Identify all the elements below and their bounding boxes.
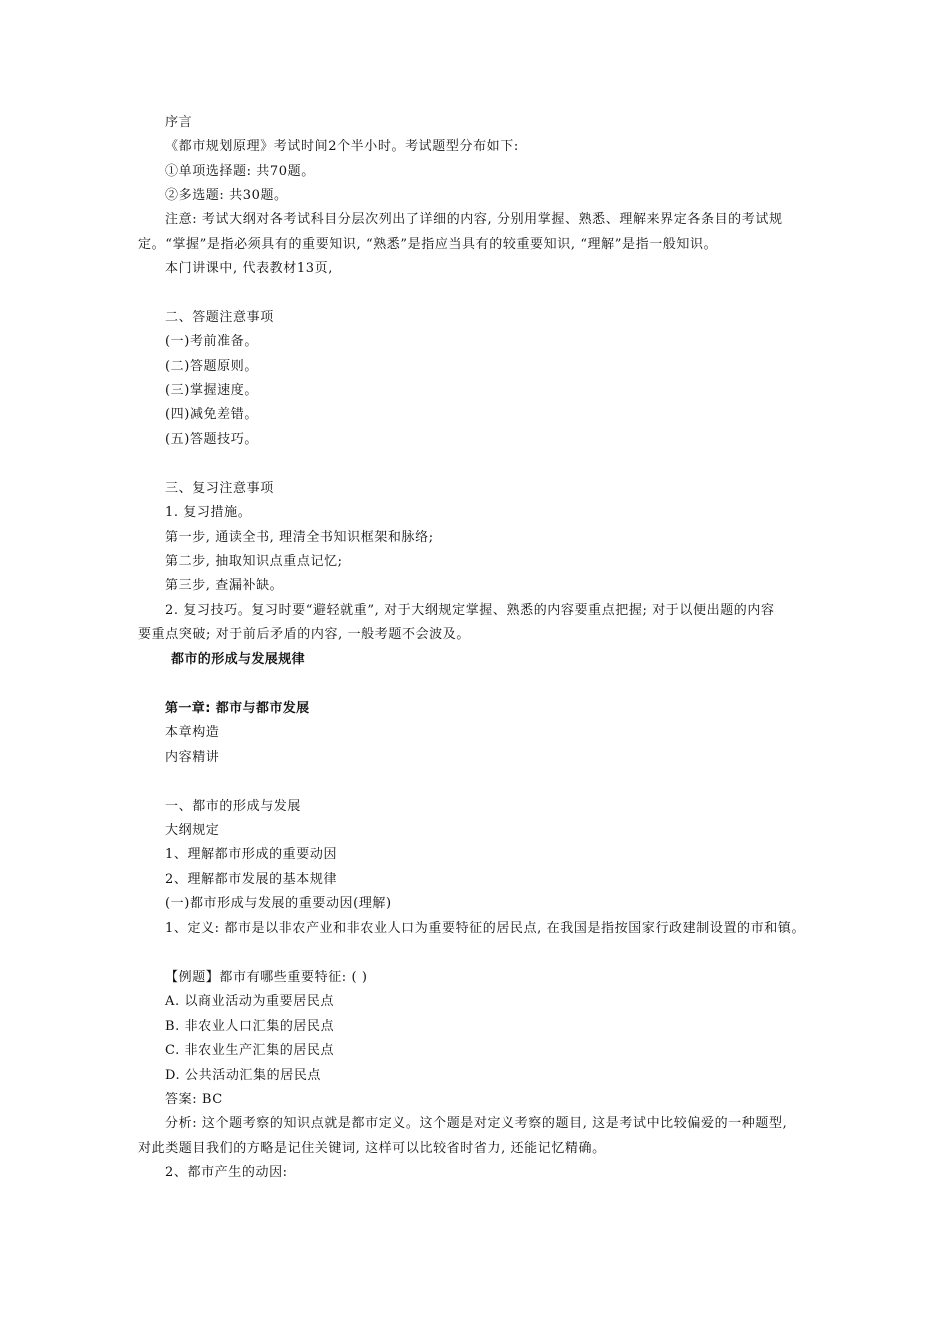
answer-option: B. 非农业人口汇集的居民点 (165, 1019, 335, 1034)
definition: 1、定义: 都市是以非农产业和非农业人口为重要特征的居民点, 在我国是指按国家行政建制设置的市和镇。 (165, 921, 806, 936)
list-item: 1. 复习措施。 (165, 505, 252, 520)
list-item: 2、理解都市发展的基本规律 (165, 872, 338, 887)
preface-line: ①单项选择题: 共70题。 (165, 164, 315, 179)
chapter-structure: 本章构造 (165, 725, 220, 740)
list-item: 1、理解都市形成的重要动因 (165, 847, 338, 862)
preface-line: 《都市规划原理》考试时间2个半小时。考试题型分布如下: (165, 139, 519, 154)
paragraph: 2. 复习技巧。复习时要“避轻就重”, 对于大纲规定掌握、熟悉的内容要重点把握; 对于以便出题的内容 (165, 603, 775, 618)
list-item: (三)掌握速度。 (165, 383, 258, 398)
list-item: 第一步, 通读全书, 理清全书知识框架和脉络; (165, 530, 434, 545)
chapter-content: 内容精讲 (165, 750, 220, 765)
list-item: (一)考前准备。 (165, 334, 258, 349)
answer-option: A. 以商业活动为重要居民点 (165, 994, 335, 1009)
outline-label: 大纲规定 (165, 823, 220, 838)
analysis: 对此类题目我们的方略是记住关键词, 这样可以比较省时省力, 还能记忆精确。 (138, 1141, 606, 1156)
note-paragraph: 定。“掌握”是指必须具有的重要知识, “熟悉”是指应当具有的较重要知识, “理解”是指一般知识。 (138, 237, 718, 252)
answer-option: D. 公共活动汇集的居民点 (165, 1068, 322, 1083)
list-item: (四)减免差错。 (165, 407, 258, 422)
list-item: (二)答题原则。 (165, 359, 258, 374)
answer-option: C. 非农业生产汇集的居民点 (165, 1043, 335, 1058)
section-heading: 二、答题注意事项 (165, 310, 274, 325)
answer: 答案: BC (165, 1092, 223, 1107)
list-item: (五)答题技巧。 (165, 432, 258, 447)
list-item: 2、都市产生的动因: (165, 1165, 288, 1180)
chapter-title: 第一章: 都市与都市发展 (165, 701, 310, 716)
example-question: 【例题】都市有哪些重要特征: ( ) (165, 970, 368, 985)
note-paragraph: 本门讲课中, 代表教材13页, (165, 261, 333, 276)
section-heading: 一、都市的形成与发展 (165, 799, 302, 814)
section-heading: 三、复习注意事项 (165, 481, 274, 496)
part-title: 都市的形成与发展规律 (171, 652, 306, 667)
preface-title: 序言 (165, 115, 193, 130)
note-paragraph: 注意: 考试大纲对各考试科目分层次列出了详细的内容, 分别用掌握、熟悉、理解来界定各条目的考试规 (165, 212, 783, 227)
subsection-heading: (一)都市形成与发展的重要动因(理解) (165, 896, 392, 911)
list-item: 第三步, 查漏补缺。 (165, 578, 284, 593)
list-item: 第二步, 抽取知识点重点记忆; (165, 554, 343, 569)
analysis: 分析: 这个题考察的知识点就是都市定义。这个题是对定义考察的题目, 这是考试中比较偏爱的一种题型, (165, 1116, 788, 1131)
paragraph: 要重点突破; 对于前后矛盾的内容, 一般考题不会波及。 (138, 627, 470, 642)
preface-line: ②多选题: 共30题。 (165, 188, 288, 203)
